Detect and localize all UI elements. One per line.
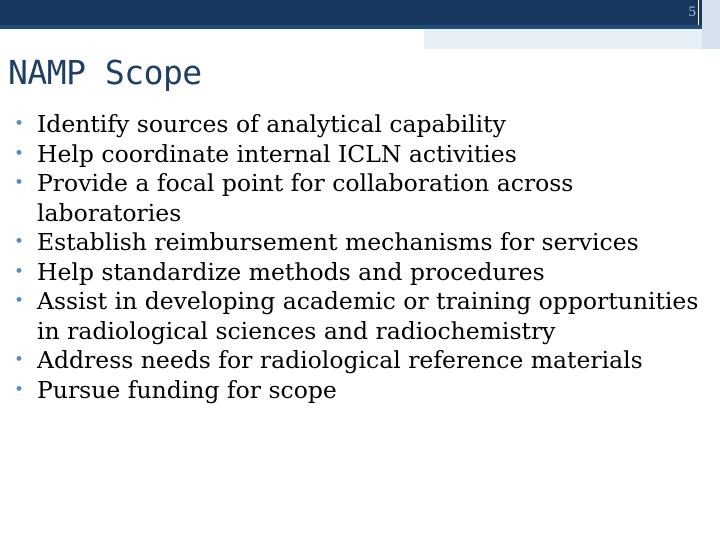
bullet-item — [14, 140, 714, 170]
bullet-text: Help coordinate internal ICLN activities — [37, 139, 517, 168]
bullet-icon: • — [14, 291, 25, 311]
bullet-item — [14, 258, 714, 288]
slide-title: NAMP Scope — [8, 53, 202, 92]
header-strip-left — [0, 29, 420, 49]
bullet-text: Identify sources of analytical capability — [37, 110, 506, 138]
header-band — [0, 0, 702, 25]
bullet-item — [14, 169, 714, 228]
bullet-text: Address needs for radiological reference materials — [37, 346, 643, 374]
bullet-text: Help standardize methods and procedures — [37, 257, 545, 286]
bullet-item — [14, 346, 714, 376]
bullet-item — [14, 376, 714, 406]
bullet-text: Establish reimbursement mechanisms for services — [37, 228, 639, 256]
page-number: 5 — [688, 4, 696, 20]
bullet-text: Pursue funding for scope — [37, 375, 337, 404]
bullet-icon: • — [14, 232, 25, 252]
bullet-item — [14, 228, 714, 258]
bullet-icon: • — [14, 173, 25, 193]
bullet-list — [14, 110, 714, 405]
header-strip-right — [424, 29, 702, 49]
header-divider — [698, 0, 699, 25]
bullet-text: Provide a focal point for collaboration across laboratories — [37, 169, 574, 227]
bullet-icon: • — [14, 143, 25, 164]
bullet-text: Assist in developing academic or training opportunities in radiological sciences and radiochemistry — [37, 287, 699, 345]
bullet-icon: • — [14, 379, 25, 400]
bullet-icon: • — [14, 261, 25, 282]
bullet-item — [14, 287, 714, 346]
header-corner-block — [702, 0, 720, 49]
bullet-icon: • — [14, 114, 25, 134]
bullet-icon: • — [14, 350, 25, 370]
bullet-item — [14, 110, 714, 140]
